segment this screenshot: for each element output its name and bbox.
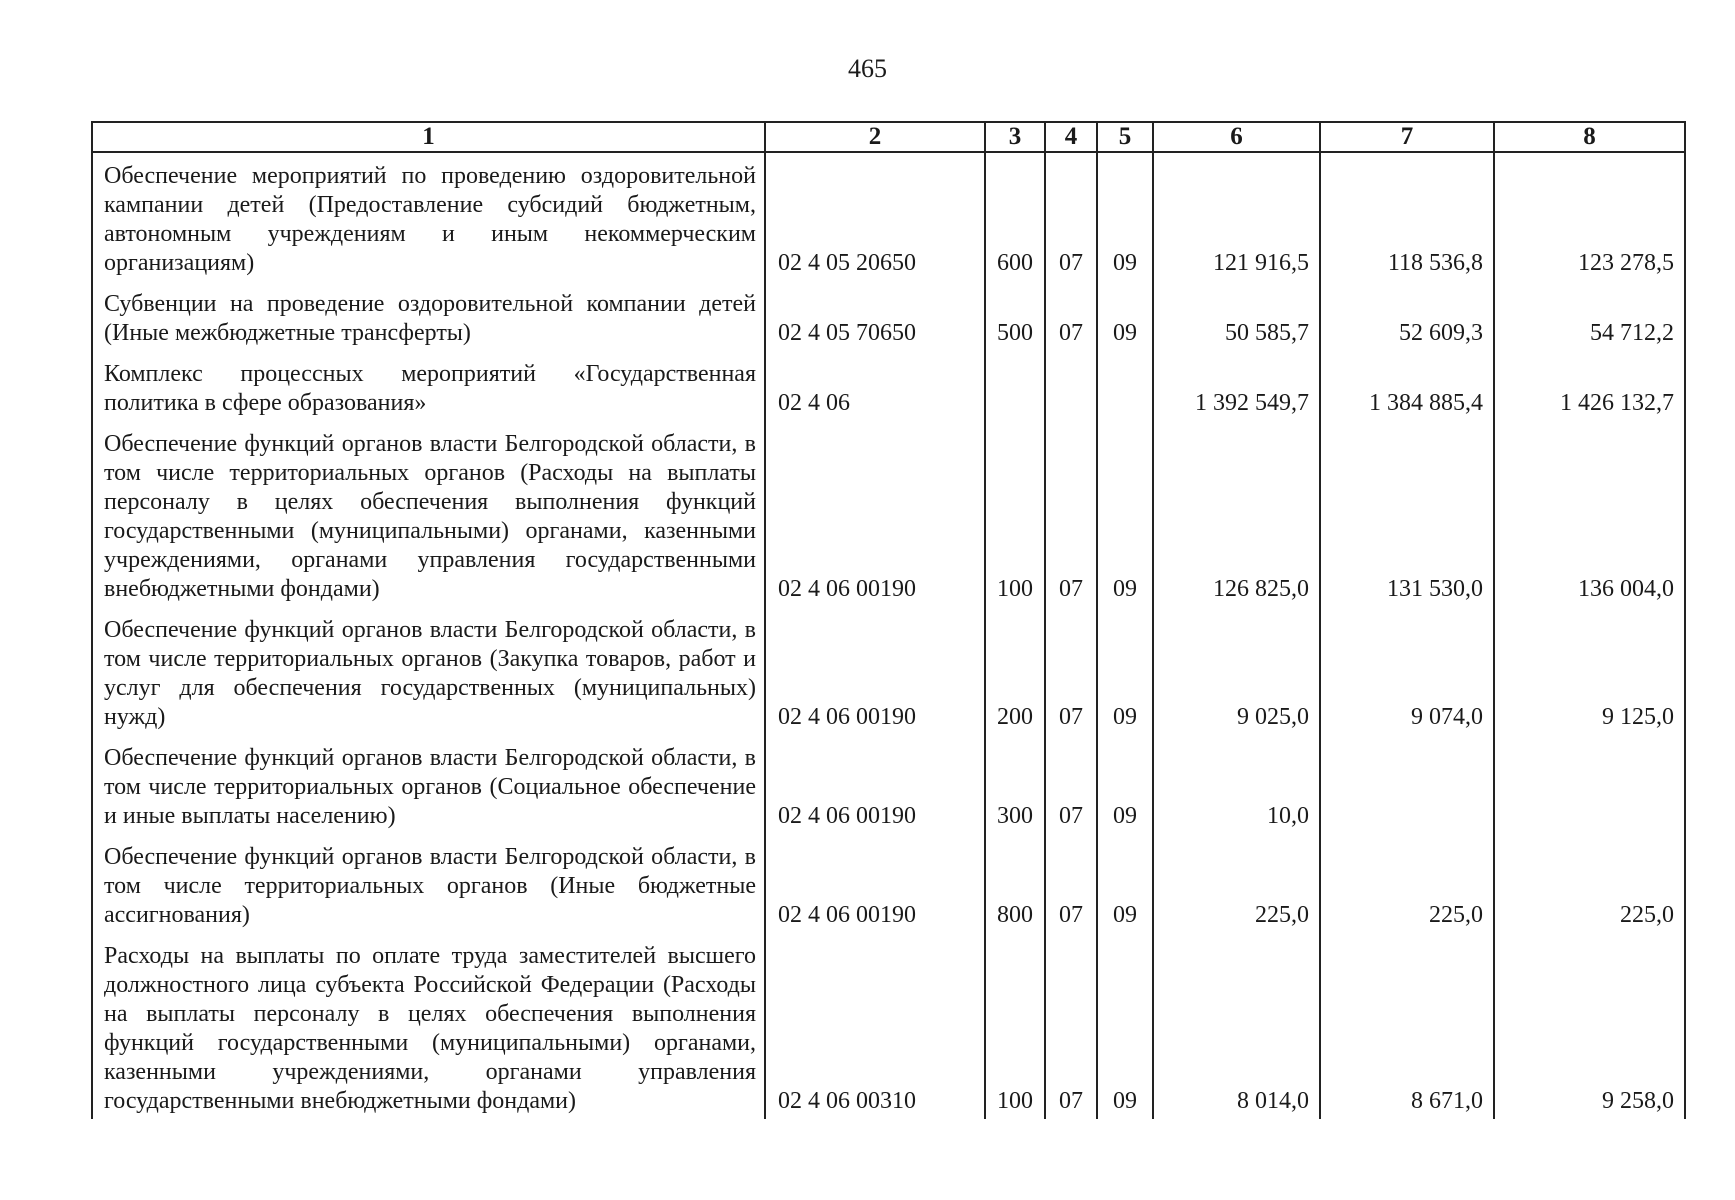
row-col-4: 07	[1045, 834, 1097, 933]
row-col-3: 100	[985, 421, 1045, 607]
header-col-6: 6	[1153, 122, 1320, 152]
row-code: 02 4 06 00310	[765, 933, 985, 1119]
table-header	[92, 122, 1685, 152]
row-amount-6: 1 392 549,7	[1153, 351, 1320, 421]
header-col-2: 2	[765, 122, 985, 152]
row-amount-8: 54 712,2	[1494, 281, 1685, 351]
page-number: 465	[848, 54, 887, 83]
row-col-3: 300	[985, 735, 1045, 834]
row-col-4	[1045, 351, 1097, 421]
budget-table-container	[91, 121, 1684, 1119]
header-row	[92, 122, 1685, 152]
row-col-3	[985, 351, 1045, 421]
row-col-3: 600	[985, 152, 1045, 281]
table-row	[92, 607, 1685, 735]
row-description: Обеспечение функций органов власти Белгородской области, в том числе территориальных органов (Расходы на выплаты персоналу в целях обеспечения выполнения функций государственными (муниципальными) органами, казенными учреждениями, органами управления государственными внебюджетными фондами)	[92, 421, 765, 607]
row-description: Обеспечение мероприятий по проведению оздоровительной кампании детей (Предоставление субсидий бюджетным, автономным учреждениям и иным некоммерческим организациям)	[92, 152, 765, 281]
row-amount-6: 10,0	[1153, 735, 1320, 834]
row-col-4: 07	[1045, 607, 1097, 735]
row-col-5: 09	[1097, 421, 1153, 607]
row-amount-6: 50 585,7	[1153, 281, 1320, 351]
row-code: 02 4 06 00190	[765, 834, 985, 933]
row-amount-7: 131 530,0	[1320, 421, 1494, 607]
row-amount-8	[1494, 735, 1685, 834]
row-code: 02 4 06	[765, 351, 985, 421]
table-body	[92, 152, 1685, 1119]
row-description: Обеспечение функций органов власти Белгородской области, в том числе территориальных органов (Закупка товаров, работ и услуг для обеспечения государственных (муниципальных) нужд)	[92, 607, 765, 735]
row-code: 02 4 05 70650	[765, 281, 985, 351]
row-amount-8: 225,0	[1494, 834, 1685, 933]
row-col-5	[1097, 351, 1153, 421]
row-col-4: 07	[1045, 281, 1097, 351]
row-col-4: 07	[1045, 933, 1097, 1119]
header-col-8: 8	[1494, 122, 1685, 152]
row-col-4: 07	[1045, 735, 1097, 834]
row-col-4: 07	[1045, 421, 1097, 607]
row-code: 02 4 06 00190	[765, 607, 985, 735]
row-amount-7	[1320, 735, 1494, 834]
row-amount-6: 121 916,5	[1153, 152, 1320, 281]
row-code: 02 4 05 20650	[765, 152, 985, 281]
row-col-5: 09	[1097, 735, 1153, 834]
table-row	[92, 152, 1685, 281]
table-row	[92, 281, 1685, 351]
table-row	[92, 735, 1685, 834]
row-col-4: 07	[1045, 152, 1097, 281]
row-description: Расходы на выплаты по оплате труда заместителей высшего должностного лица субъекта Российской Федерации (Расходы на выплаты персоналу в целях обеспечения выполнения функций государственными (муниципальными) органами, казенными учреждениями, органами управления государственными внебюджетными фондами)	[92, 933, 765, 1119]
row-col-5: 09	[1097, 834, 1153, 933]
row-col-5: 09	[1097, 281, 1153, 351]
row-col-3: 500	[985, 281, 1045, 351]
row-amount-6: 8 014,0	[1153, 933, 1320, 1119]
row-amount-6: 126 825,0	[1153, 421, 1320, 607]
row-code: 02 4 06 00190	[765, 421, 985, 607]
row-col-5: 09	[1097, 933, 1153, 1119]
header-col-5: 5	[1097, 122, 1153, 152]
row-code: 02 4 06 00190	[765, 735, 985, 834]
row-amount-7: 9 074,0	[1320, 607, 1494, 735]
row-col-3: 800	[985, 834, 1045, 933]
row-col-3: 200	[985, 607, 1045, 735]
header-col-1: 1	[92, 122, 765, 152]
row-amount-6: 225,0	[1153, 834, 1320, 933]
row-col-3: 100	[985, 933, 1045, 1119]
table-row	[92, 421, 1685, 607]
table-row	[92, 351, 1685, 421]
row-amount-8: 123 278,5	[1494, 152, 1685, 281]
row-amount-7: 8 671,0	[1320, 933, 1494, 1119]
row-amount-7: 52 609,3	[1320, 281, 1494, 351]
row-amount-8: 136 004,0	[1494, 421, 1685, 607]
row-amount-7: 118 536,8	[1320, 152, 1494, 281]
header-col-7: 7	[1320, 122, 1494, 152]
header-col-4: 4	[1045, 122, 1097, 152]
row-amount-8: 1 426 132,7	[1494, 351, 1685, 421]
row-col-5: 09	[1097, 152, 1153, 281]
table-row	[92, 933, 1685, 1119]
row-description: Обеспечение функций органов власти Белгородской области, в том числе территориальных органов (Иные бюджетные ассигнования)	[92, 834, 765, 933]
row-description: Комплекс процессных мероприятий «Государственная политика в сфере образования»	[92, 351, 765, 421]
budget-table	[91, 121, 1686, 1119]
row-description: Субвенции на проведение оздоровительной компании детей (Иные межбюджетные трансферты)	[92, 281, 765, 351]
row-col-5: 09	[1097, 607, 1153, 735]
row-amount-7: 1 384 885,4	[1320, 351, 1494, 421]
row-amount-8: 9 125,0	[1494, 607, 1685, 735]
row-amount-7: 225,0	[1320, 834, 1494, 933]
row-amount-6: 9 025,0	[1153, 607, 1320, 735]
row-amount-8: 9 258,0	[1494, 933, 1685, 1119]
row-description: Обеспечение функций органов власти Белгородской области, в том числе территориальных органов (Социальное обеспечение и иные выплаты населению)	[92, 735, 765, 834]
table-row	[92, 834, 1685, 933]
header-col-3: 3	[985, 122, 1045, 152]
